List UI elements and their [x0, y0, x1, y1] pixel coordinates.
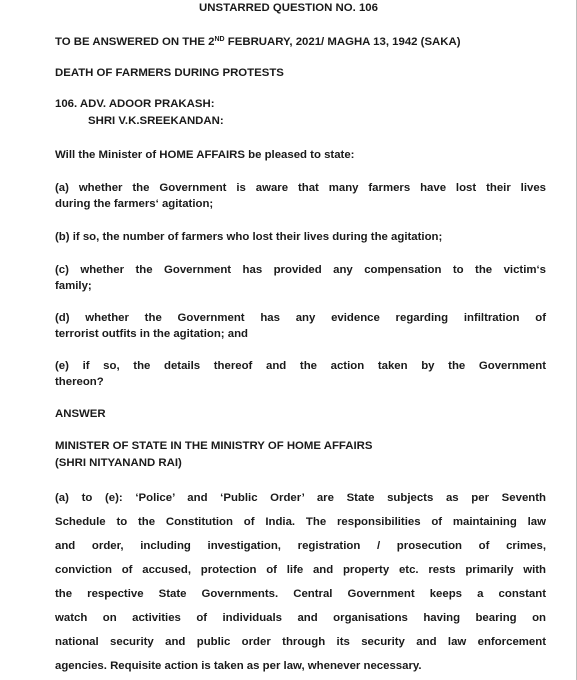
question-d-line-1: (d) whether the Government has any evidence regarding infiltration of: [55, 312, 546, 324]
answer-heading: ANSWER: [55, 408, 106, 420]
question-title: UNSTARRED QUESTION NO. 106: [199, 2, 378, 14]
question-c-line-2: family;: [55, 280, 92, 292]
answer-line-6: watch on activities of individuals and organisations having bearing on: [55, 612, 546, 624]
question-e-line-2: thereon?: [55, 376, 104, 388]
answer-line-7: national security and public order through its security and law enforcement: [55, 636, 546, 648]
answer-date-sup: ND: [214, 36, 225, 43]
member-line-2: SHRI V.K.SREEKANDAN:: [88, 115, 224, 127]
answer-line-3: and order, including investigation, registration / prosecution of crimes,: [55, 540, 546, 552]
question-a-line-1: (a) whether the Government is aware that many farmers have lost their lives: [55, 182, 546, 194]
answer-line-4: conviction of accused, protection of life and property etc. rests primarily with: [55, 564, 546, 576]
subject-heading: DEATH OF FARMERS DURING PROTESTS: [55, 67, 284, 79]
minister-line-1: MINISTER OF STATE IN THE MINISTRY OF HOME AFFAIRS: [55, 440, 373, 452]
question-e-line-1: (e) if so, the details thereof and the action taken by the Government: [55, 360, 546, 372]
question-d-line-2: terrorist outfits in the agitation; and: [55, 328, 249, 340]
answer-date: [55, 35, 461, 49]
answer-line-8: agencies. Requisite action is taken as per law, whenever necessary.: [55, 660, 422, 672]
answer-date-suffix: FEBRUARY, 2021/ MAGHA 13, 1942 (SAKA): [224, 36, 461, 48]
question-a-line-2: during the farmers‘ agitation;: [55, 198, 214, 210]
question-b-line-1: (b) if so, the number of farmers who lost their lives during the agitation;: [55, 231, 443, 243]
member-line-1: 106. ADV. ADOOR PRAKASH:: [55, 98, 215, 110]
question-c-line-1: (c) whether the Government has provided any compensation to the victim‘s: [55, 264, 546, 276]
intro-text: Will the Minister of HOME AFFAIRS be pleased to state:: [55, 149, 355, 161]
answer-line-2: Schedule to the Constitution of India. The responsibilities of maintaining law: [55, 516, 546, 528]
minister-line-2: (SHRI NITYANAND RAI): [55, 457, 182, 469]
answer-date-prefix: TO BE ANSWERED ON THE 2: [55, 36, 215, 48]
answer-line-1: (a) to (e): ‘Police’ and ‘Public Order’ are State subjects as per Seventh: [55, 492, 546, 504]
answer-line-5: the respective State Governments. Central Government keeps a constant: [55, 588, 546, 600]
